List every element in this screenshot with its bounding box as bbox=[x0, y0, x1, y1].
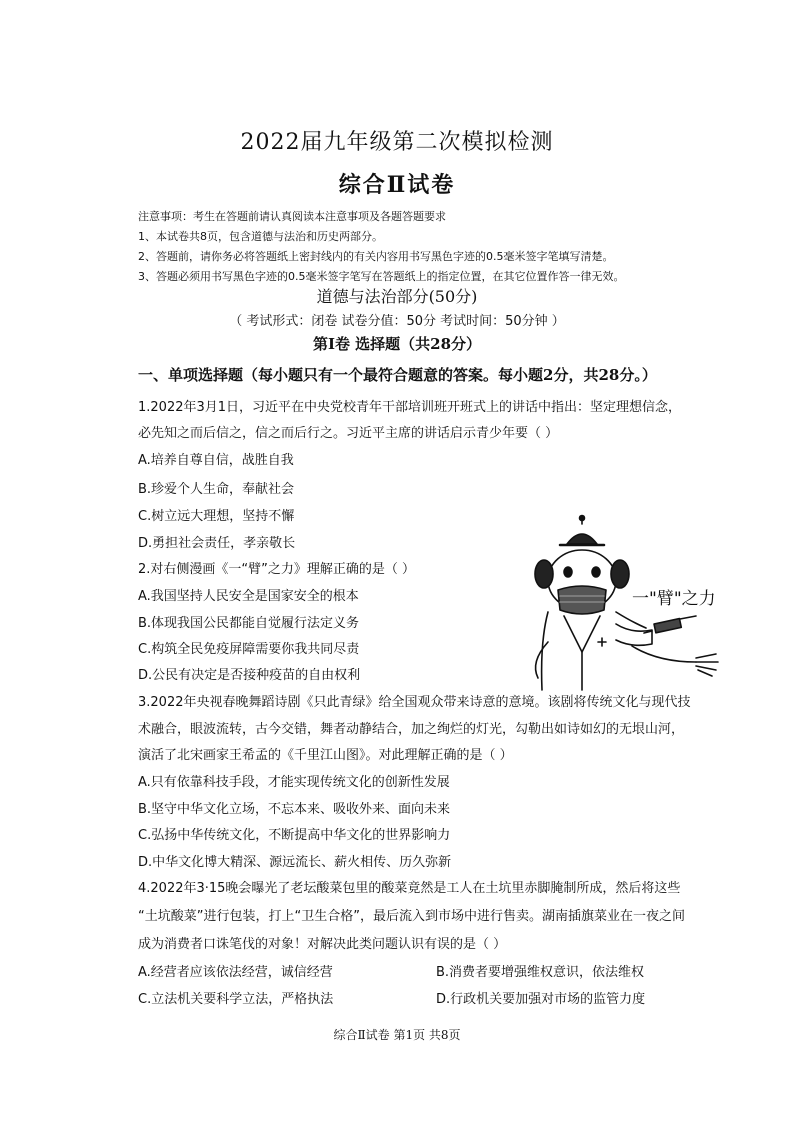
question-3-stem-line: 术融合，眼波流转，古今交错，舞者动静结合，加之绚烂的灯光，勾勒出如诗如幻的无垠山河， bbox=[138, 722, 685, 737]
question-3-option-b: B.坚守中华文化立场，不忘本来、吸收外来、面向未来 bbox=[138, 802, 451, 817]
question-1-stem-line: 必先知之而后信之，信之而后行之。习近平主席的讲话启示青少年要（ ） bbox=[138, 426, 559, 441]
question-4-stem-line: 成为消费者口诛笔伐的对象！对解决此类问题认识有误的是（ ） bbox=[138, 937, 507, 952]
question-3-stem-line: 3.2022年央视春晚舞蹈诗剧《只此青绿》给全国观众带来诗意的意境。该剧将传统文化与现代技 bbox=[138, 695, 691, 710]
question-4-stem-line: 4.2022年3·15晚会曝光了老坛酸菜包里的酸菜竟然是工人在土坑里赤脚腌制所成，然后将这些 bbox=[138, 881, 681, 896]
question-4-option-b: B.消费者要增强维权意识，依法维权 bbox=[436, 965, 645, 980]
question-4-option-d: D.行政机关要加强对市场的监管力度 bbox=[436, 992, 646, 1007]
question-3-option-d: D.中华文化博大精深、源远流长、薪火相传、历久弥新 bbox=[138, 855, 452, 870]
question-2-option-b: B.体现我国公民都能自觉履行法定义务 bbox=[138, 616, 360, 631]
note-item: 1、本试卷共8页，包含道德与法治和历史两部分。 bbox=[138, 230, 383, 243]
vaccination-cartoon-illustration bbox=[520, 512, 770, 692]
exam-subtitle: 综合Ⅱ试卷 bbox=[338, 172, 456, 198]
volume-heading: 第Ⅰ卷 选择题（共28分） bbox=[312, 335, 482, 353]
question-4-option-c: C.立法机关要科学立法，严格执法 bbox=[138, 992, 334, 1007]
question-3-option-a: A.只有依靠科技手段，才能实现传统文化的创新性发展 bbox=[138, 775, 450, 790]
question-1-stem-line: 1.2022年3月1日，习近平在中央党校青年干部培训班开班式上的讲话中指出：坚定理想信念， bbox=[138, 400, 682, 415]
question-4-option-a: A.经营者应该依法经营，诚信经营 bbox=[138, 965, 333, 980]
section-title: 道德与法治部分(50分) bbox=[316, 287, 478, 306]
question-1-option-b: B.珍爱个人生命，奉献社会 bbox=[138, 482, 295, 497]
exam-info: （ 考试形式：闭卷 试卷分值：50分 考试时间：50分钟 ） bbox=[229, 314, 565, 329]
notes-heading: 注意事项：考生在答题前请认真阅读本注意事项及各题答题要求 bbox=[138, 210, 446, 223]
part-heading: 一、单项选择题（每小题只有一个最符合题意的答案。每小题2分，共28分。） bbox=[138, 366, 657, 384]
question-1-option-a: A.培养自尊自信，战胜自我 bbox=[138, 453, 294, 468]
question-3-option-c: C.弘扬中华传统文化，不断提高中华文化的世界影响力 bbox=[138, 828, 451, 843]
question-2-option-a: A.我国坚持人民安全是国家安全的根本 bbox=[138, 589, 359, 604]
question-2-option-d: D.公民有决定是否接种疫苗的自由权利 bbox=[138, 668, 361, 683]
note-item: 2、答题前，请你务必将答题纸上密封线内的有关内容用书写黑色字迹的0.5毫米签字笔填写清楚。 bbox=[138, 250, 614, 263]
page-footer: 综合Ⅱ试卷 第1页 共8页 bbox=[333, 1028, 461, 1042]
question-4-stem-line: “土坑酸菜”进行包装，打上“卫生合格”，最后流入到市场中进行售卖。湖南插旗菜业在一夜之间 bbox=[138, 909, 685, 924]
cartoon-caption: 一"臂"之力 bbox=[632, 589, 716, 609]
question-2-stem: 2.对右侧漫画《一“臂”之力》理解正确的是（ ） bbox=[138, 562, 416, 577]
question-1-option-d: D.勇担社会责任，孝亲敬长 bbox=[138, 536, 296, 551]
question-2-option-c: C.构筑全民免疫屏障需要你我共同尽责 bbox=[138, 642, 360, 657]
question-3-stem-line: 演活了北宋画家王希孟的《千里江山图》。对此理解正确的是（ ） bbox=[138, 748, 513, 763]
exam-title: 2022届九年级第二次模拟检测 bbox=[240, 130, 554, 155]
note-item: 3、答题必须用书写黑色字迹的0.5毫米签字笔写在答题纸上的指定位置，在其它位置作答一律无效。 bbox=[138, 270, 625, 283]
question-1-option-c: C.树立远大理想，坚持不懈 bbox=[138, 509, 295, 524]
